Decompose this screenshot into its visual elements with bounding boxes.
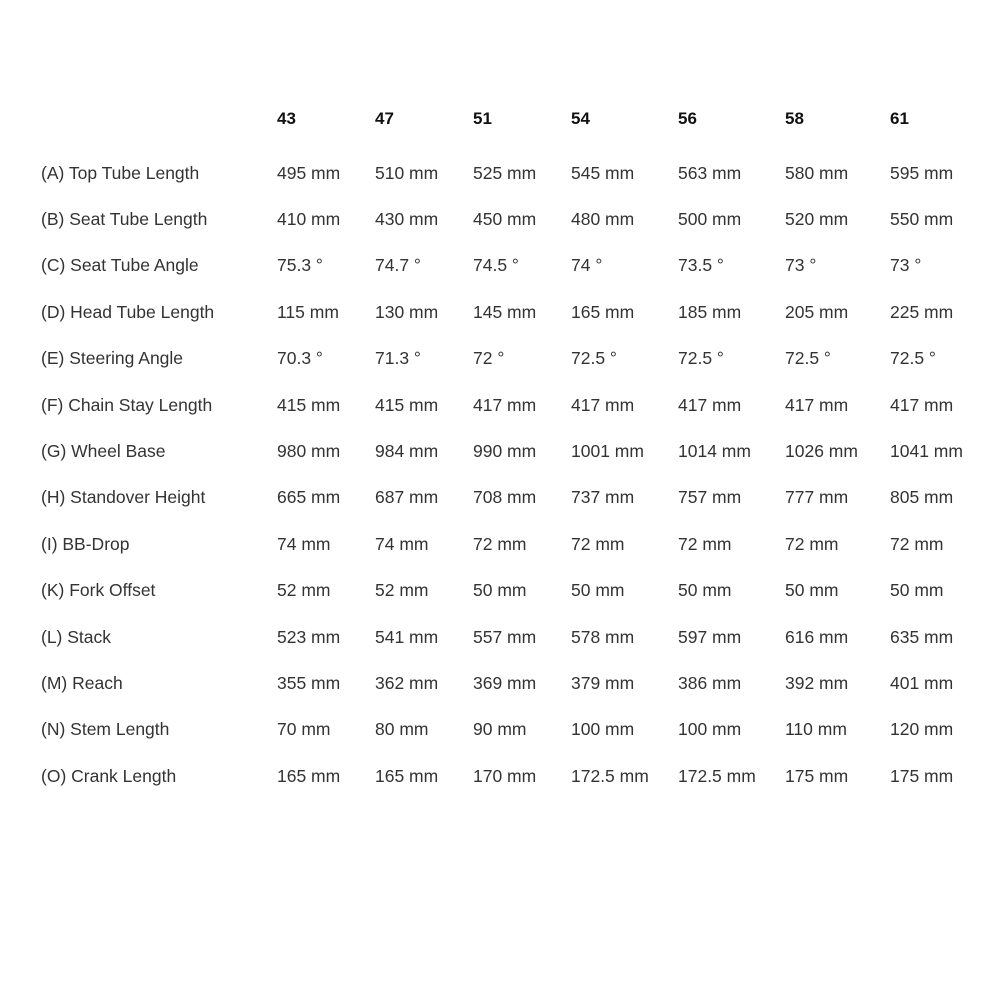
row-label: (F) Chain Stay Length <box>41 394 213 415</box>
table-cell: 205 mm <box>785 301 849 322</box>
table-cell: 415 mm <box>277 394 341 415</box>
table-cell: 687 mm <box>375 487 439 508</box>
table-cell: 737 mm <box>571 487 635 508</box>
table-cell: 72 mm <box>678 533 732 554</box>
table-cell: 72.5 ° <box>678 348 724 369</box>
table-cell: 635 mm <box>890 626 954 647</box>
table-cell: 50 mm <box>785 580 839 601</box>
table-cell: 165 mm <box>277 765 341 786</box>
table-row <box>41 428 990 474</box>
size-header-row <box>41 104 990 150</box>
table-cell: 1001 mm <box>571 441 644 462</box>
table-cell: 73 ° <box>890 255 922 276</box>
table-cell: 401 mm <box>890 672 954 693</box>
table-cell: 74.7 ° <box>375 255 421 276</box>
table-cell: 523 mm <box>277 626 341 647</box>
table-cell: 72.5 ° <box>785 348 831 369</box>
row-label: (O) Crank Length <box>41 765 177 786</box>
table-cell: 130 mm <box>375 301 439 322</box>
table-cell: 120 mm <box>890 719 954 740</box>
table-cell: 616 mm <box>785 626 849 647</box>
row-label: (M) Reach <box>41 672 123 693</box>
table-cell: 73 ° <box>785 255 817 276</box>
table-cell: 805 mm <box>890 487 954 508</box>
table-row <box>41 521 990 567</box>
table-cell: 172.5 mm <box>678 765 756 786</box>
table-cell: 74 ° <box>571 255 603 276</box>
table-cell: 74 mm <box>277 533 331 554</box>
table-cell: 417 mm <box>785 394 849 415</box>
table-cell: 50 mm <box>678 580 732 601</box>
table-cell: 495 mm <box>277 162 341 183</box>
table-cell: 72 mm <box>785 533 839 554</box>
table-cell: 480 mm <box>571 209 635 230</box>
table-cell: 72 mm <box>571 533 625 554</box>
table-row <box>41 475 990 521</box>
table-cell: 72 mm <box>890 533 944 554</box>
table-cell: 175 mm <box>785 765 849 786</box>
size-header: 54 <box>571 109 590 128</box>
table-cell: 74.5 ° <box>473 255 519 276</box>
table-cell: 100 mm <box>678 719 742 740</box>
table-cell: 541 mm <box>375 626 439 647</box>
table-cell: 1026 mm <box>785 441 858 462</box>
row-label: (L) Stack <box>41 626 112 647</box>
table-cell: 50 mm <box>473 580 527 601</box>
table-row <box>41 289 990 335</box>
row-label: (A) Top Tube Length <box>41 162 200 183</box>
size-header: 51 <box>473 109 492 128</box>
table-cell: 980 mm <box>277 441 341 462</box>
table-cell: 417 mm <box>890 394 954 415</box>
table-cell: 362 mm <box>375 672 439 693</box>
table-cell: 175 mm <box>890 765 954 786</box>
table-cell: 355 mm <box>277 672 341 693</box>
row-label: (D) Head Tube Length <box>41 301 215 322</box>
table-cell: 415 mm <box>375 394 439 415</box>
table-cell: 563 mm <box>678 162 742 183</box>
table-cell: 557 mm <box>473 626 537 647</box>
row-label: (G) Wheel Base <box>41 441 166 462</box>
table-cell: 777 mm <box>785 487 849 508</box>
table-cell: 100 mm <box>571 719 635 740</box>
table-cell: 165 mm <box>571 301 635 322</box>
size-header: 58 <box>785 109 804 128</box>
table-cell: 1014 mm <box>678 441 751 462</box>
table-cell: 545 mm <box>571 162 635 183</box>
table-cell: 170 mm <box>473 765 537 786</box>
table-cell: 379 mm <box>571 672 635 693</box>
table-cell: 70.3 ° <box>277 348 323 369</box>
table-cell: 450 mm <box>473 209 537 230</box>
table-cell: 597 mm <box>678 626 742 647</box>
table-row <box>41 382 990 428</box>
table-cell: 50 mm <box>890 580 944 601</box>
table-cell: 72.5 ° <box>890 348 936 369</box>
table-cell: 52 mm <box>375 580 429 601</box>
table-row <box>41 196 990 242</box>
table-cell: 369 mm <box>473 672 537 693</box>
table-cell: 417 mm <box>571 394 635 415</box>
table-cell: 165 mm <box>375 765 439 786</box>
size-header: 56 <box>678 109 697 128</box>
table-row <box>41 753 990 799</box>
table-cell: 417 mm <box>473 394 537 415</box>
row-label: (N) Stem Length <box>41 719 170 740</box>
table-cell: 225 mm <box>890 301 954 322</box>
row-label: (H) Standover Height <box>41 487 206 508</box>
geometry-table <box>41 104 990 799</box>
table-row <box>41 150 990 196</box>
table-cell: 72 ° <box>473 348 505 369</box>
table-cell: 172.5 mm <box>571 765 649 786</box>
table-cell: 73.5 ° <box>678 255 724 276</box>
table-cell: 595 mm <box>890 162 954 183</box>
table-cell: 392 mm <box>785 672 849 693</box>
table-row <box>41 568 990 614</box>
table-cell: 665 mm <box>277 487 341 508</box>
table-cell: 185 mm <box>678 301 742 322</box>
table-cell: 145 mm <box>473 301 537 322</box>
table-cell: 510 mm <box>375 162 439 183</box>
header-corner <box>41 104 277 150</box>
table-row <box>41 336 990 382</box>
table-cell: 72.5 ° <box>571 348 617 369</box>
table-cell: 410 mm <box>277 209 341 230</box>
table-cell: 50 mm <box>571 580 625 601</box>
table-cell: 74 mm <box>375 533 429 554</box>
table-cell: 80 mm <box>375 719 429 740</box>
size-header: 43 <box>277 109 296 128</box>
row-label: (B) Seat Tube Length <box>41 209 208 230</box>
size-header: 47 <box>375 109 394 128</box>
table-cell: 110 mm <box>785 719 847 740</box>
table-row <box>41 243 990 289</box>
row-label: (I) BB-Drop <box>41 533 130 554</box>
table-cell: 500 mm <box>678 209 742 230</box>
table-cell: 708 mm <box>473 487 537 508</box>
table-cell: 52 mm <box>277 580 331 601</box>
table-cell: 70 mm <box>277 719 331 740</box>
table-cell: 984 mm <box>375 441 439 462</box>
table-cell: 757 mm <box>678 487 742 508</box>
table-row <box>41 660 990 706</box>
table-cell: 386 mm <box>678 672 742 693</box>
table-cell: 578 mm <box>571 626 635 647</box>
table-cell: 75.3 ° <box>277 255 323 276</box>
table-cell: 430 mm <box>375 209 439 230</box>
table-cell: 520 mm <box>785 209 849 230</box>
size-header: 61 <box>890 109 909 128</box>
table-cell: 72 mm <box>473 533 527 554</box>
table-cell: 90 mm <box>473 719 527 740</box>
table-row <box>41 707 990 753</box>
table-cell: 550 mm <box>890 209 954 230</box>
table-cell: 990 mm <box>473 441 537 462</box>
table-cell: 417 mm <box>678 394 742 415</box>
table-cell: 580 mm <box>785 162 849 183</box>
table-cell: 71.3 ° <box>375 348 421 369</box>
table-cell: 115 mm <box>277 301 339 322</box>
table-row <box>41 614 990 660</box>
table-cell: 1041 mm <box>890 441 963 462</box>
table-cell: 525 mm <box>473 162 537 183</box>
row-label: (K) Fork Offset <box>41 580 156 601</box>
row-label: (C) Seat Tube Angle <box>41 255 199 276</box>
row-label: (E) Steering Angle <box>41 348 184 369</box>
